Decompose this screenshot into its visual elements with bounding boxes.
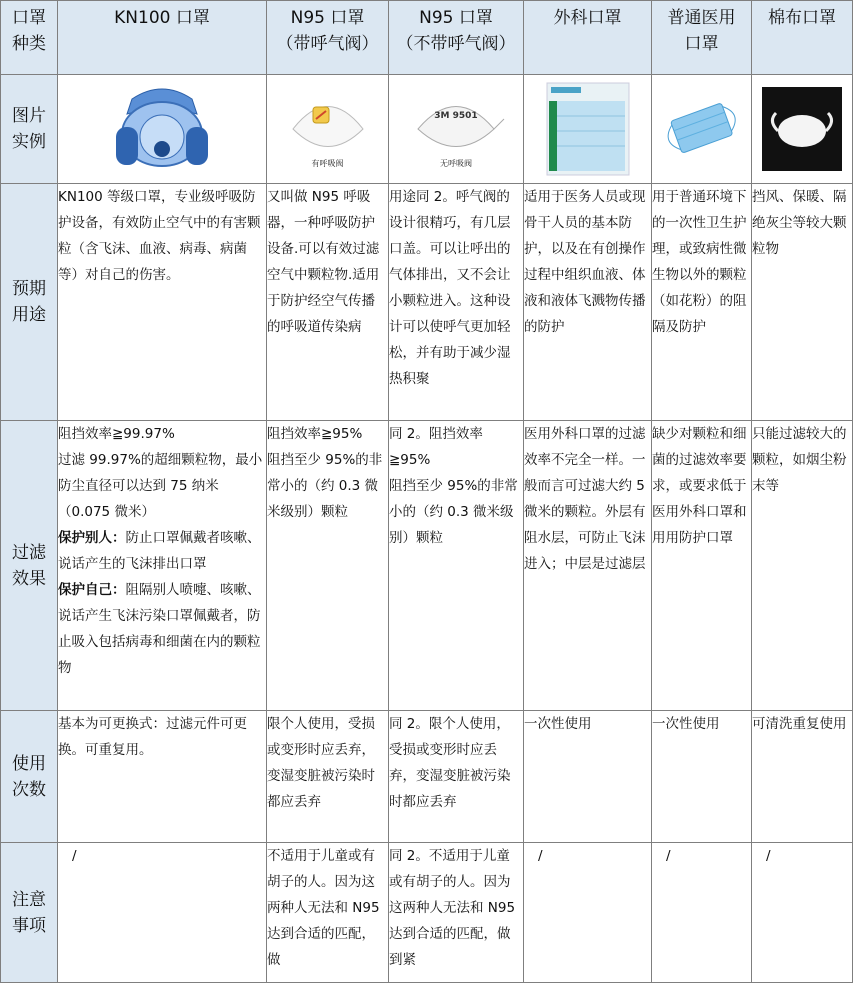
images-row: [1, 75, 853, 184]
header-row: [1, 1, 853, 75]
times-n95-novalve: 同 2。限个人使用，受损或变形时应丢弃，变湿变脏被污染时都应丢弃: [389, 711, 524, 843]
filter-kn100-self-text: 阻隔别人喷嚏、咳嗽、说话产生飞沫污染口罩佩戴者，防止吸入包括病毒和细菌在内的颗粒物: [58, 582, 261, 676]
row-label-notes: 注意 事项: [1, 843, 58, 983]
n95-valve-caption: 有呼吸阀: [311, 159, 344, 168]
notes-kn100: /: [58, 843, 267, 983]
header-kn100: KN100 口罩: [58, 1, 267, 75]
notes-n95-valve: 不适用于儿童或有胡子的人。因为这两种人无法和 N95 达到合适的匹配，做: [267, 843, 389, 983]
filter-kn100-others-label: 保护别人：: [58, 530, 126, 546]
use-row: [1, 184, 853, 421]
filter-kn100-others: [58, 525, 266, 577]
times-cotton: 可清洗重复使用: [752, 711, 853, 843]
header-n95-novalve: N95 口罩 （不带呼气阀）: [389, 1, 524, 75]
kn100-mask-image: [58, 75, 266, 183]
notes-medical: /: [652, 843, 752, 983]
surgical-mask-image: [524, 75, 651, 183]
header-cotton: 棉布口罩: [752, 1, 853, 75]
times-kn100: 基本为可更换式：过滤元件可更换。可重复用。: [58, 711, 267, 843]
header-medical: 普通医用 口罩: [652, 1, 752, 75]
use-medical: 用于普通环境下的一次性卫生护理，或致病性微生物以外的颗粒（如花粉）的阻隔及防护: [652, 184, 752, 421]
use-cotton: 挡风、保暖、隔绝灰尘等较大颗粒物: [752, 184, 853, 421]
filter-cotton: 只能过滤较大的颗粒，如烟尘粉末等: [752, 421, 853, 711]
filter-kn100-others-text: 防止口罩佩戴者咳嗽、说话产生的飞沫排出口罩: [58, 530, 261, 572]
filter-kn100-efficiency: 阻挡效率≧99.97%: [58, 426, 175, 442]
filter-kn100-detail: 过滤 99.97%的超细颗粒物，最小防尘直径可以达到 75 纳米（0.075 微米）: [58, 452, 263, 520]
row-label-filter: 过滤 效果: [1, 421, 58, 711]
times-surgical: 一次性使用: [524, 711, 652, 843]
row-label-use: 预期 用途: [1, 184, 58, 421]
use-n95-valve: 又叫做 N95 呼吸器，一种呼吸防护设备.可以有效过滤空气中颗粒物.适用于防护经空气传播的呼吸道传染病: [267, 184, 389, 421]
use-n95-novalve: 用途同 2。呼气阀的设计很精巧，有几层口盖。可以让呼出的气体排出，又不会让小颗粒进入。这种设计可以使呼气更加轻松，并有助于减少湿热积聚: [389, 184, 524, 421]
n95-valve-mask-image: [267, 75, 388, 183]
notes-n95-novalve: 同 2。不适用于儿童或有胡子的人。因为这两种人无法和 N95 达到合适的匹配，做到紧: [389, 843, 524, 983]
filter-kn100-self: [58, 577, 266, 681]
cotton-mask-image: [752, 75, 852, 183]
filter-surgical: 医用外科口罩的过滤效率不完全一样。一般而言可过滤大约 5 微米的颗粒。外层有阻水层，可防止飞沫进入；中层是过滤层: [524, 421, 652, 711]
notes-cotton: /: [752, 843, 853, 983]
row-label-images: 图片 实例: [1, 75, 58, 184]
n95-novalve-caption: 无呼吸阀: [440, 159, 472, 168]
times-row: [1, 711, 853, 843]
times-medical: 一次性使用: [652, 711, 752, 843]
filter-kn100: [58, 421, 267, 711]
use-kn100: KN100 等级口罩，专业级呼吸防护设备，有效防止空气中的有害颗粒（含飞沫、血液、病毒、病菌等）对自己的伤害。: [58, 184, 267, 421]
notes-row: [1, 843, 853, 983]
header-n95-valve: N95 口罩 （带呼气阀）: [267, 1, 389, 75]
notes-surgical: /: [524, 843, 652, 983]
header-mask-type: 口罩 种类: [1, 1, 58, 75]
filter-row: [1, 421, 853, 711]
medical-mask-image: [652, 75, 751, 183]
row-label-times: 使用 次数: [1, 711, 58, 843]
filter-n95-valve: 阻挡效率≧95% 阻挡至少 95%的非常小的（约 0.3 微米级别）颗粒: [267, 421, 389, 711]
n95-novalve-print: 3M 9501: [434, 111, 478, 121]
n95-novalve-mask-image: [389, 75, 523, 183]
header-surgical: 外科口罩: [524, 1, 652, 75]
filter-n95-novalve: 同 2。阻挡效率≧95% 阻挡至少 95%的非常小的（约 0.3 微米级别）颗粒: [389, 421, 524, 711]
times-n95-valve: 限个人使用，受损或变形时应丢弃，变湿变脏被污染时都应丢弃: [267, 711, 389, 843]
filter-medical: 缺少对颗粒和细菌的过滤效率要求，或要求低于医用外科口罩和用用防护口罩: [652, 421, 752, 711]
filter-kn100-self-label: 保护自己：: [58, 582, 126, 598]
use-surgical: 适用于医务人员或现骨干人员的基本防护，以及在有创操作过程中组织血液、体液和液体飞溅物传播的防护: [524, 184, 652, 421]
